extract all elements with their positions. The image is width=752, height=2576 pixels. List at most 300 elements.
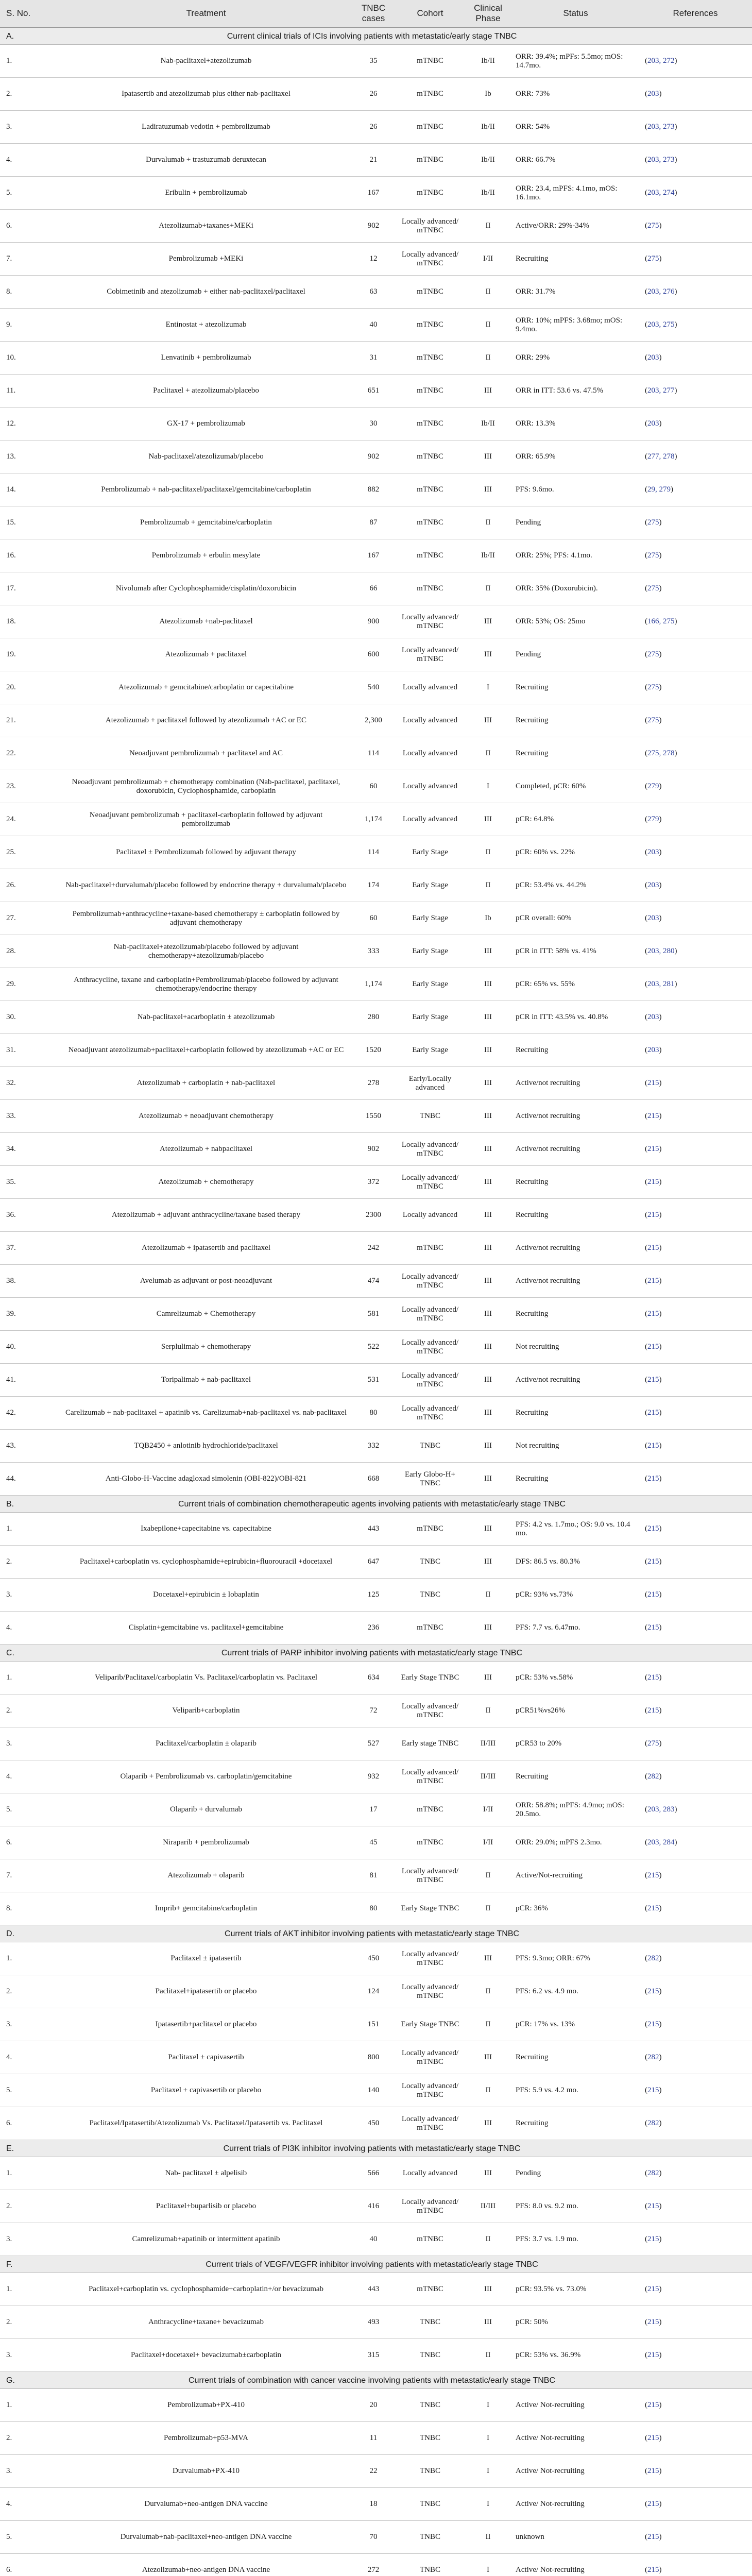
status-cell: PFS: 4.2 vs. 1.7mo.; OS: 9.0 vs. 10.4 mo. [512,1513,639,1546]
treatment-cell: Atezolizumab + paclitaxel [62,638,350,671]
reference-link[interactable]: 215 [647,2566,659,2574]
table-row [0,78,752,111]
reference-link[interactable]: 215 [647,1442,659,1450]
status-cell: pCR: 93% vs.73% [512,1579,639,1612]
table-row [0,1397,752,1430]
ref-close-paren: ) [674,1805,677,1814]
treatment-cell: Docetaxel+epirubicin ± lobaplatin [62,1579,350,1612]
ref-open-paren: ( [645,320,647,329]
reference-link[interactable]: 215 [647,2401,659,2409]
section-title: Current trials of VEGF/VEGFR inhibitor involving patients with metastatic/early stage TNBC [206,2260,538,2269]
reference-link[interactable]: 282 [647,1772,659,1781]
phase-cell: II [464,869,512,902]
reference-link[interactable]: 203, 280 [647,947,675,955]
reference-link[interactable]: 275 [647,222,659,230]
reference-link[interactable]: 203, 275 [647,320,675,329]
row-number: 15. [0,506,62,539]
reference-link[interactable]: 215 [647,1112,659,1120]
table-row [0,2157,752,2190]
references-cell [639,506,752,539]
section-header-cell [0,1925,752,1942]
ref-open-paren: ( [645,1590,647,1599]
reference-link[interactable]: 215 [647,1673,659,1682]
ref-open-paren: ( [645,1623,647,1632]
ref-open-paren: ( [645,749,647,757]
references-cell [639,704,752,737]
references-cell [639,1067,752,1100]
treatment-cell: Ladiratuzumab vedotin + pembrolizumab [62,111,350,144]
treatment-cell: Nab-paclitaxel+atezolizumab [62,45,350,78]
phase-cell: II [464,2521,512,2554]
table-row [0,144,752,177]
cohort-cell: Early stage TNBC [397,1727,464,1760]
row-number: 18. [0,605,62,638]
reference-link[interactable]: 215 [647,1557,659,1566]
cases-cell: 40 [350,309,397,342]
table-row [0,2223,752,2256]
reference-link[interactable]: 203 [647,90,659,98]
row-number: 12. [0,408,62,440]
status-cell: Recruiting [512,671,639,704]
table-row [0,1298,752,1331]
cases-cell: 272 [350,2554,397,2576]
treatment-cell: Atezolizumab + gemcitabine/carboplatin or capecitabine [62,671,350,704]
references-cell [639,144,752,177]
reference-link[interactable]: 215 [647,1987,659,1995]
row-number: 4. [0,2488,62,2521]
ref-close-paren: ) [659,2566,662,2574]
table-row [0,869,752,902]
reference-link[interactable]: 215 [647,2086,659,2094]
reference-link[interactable]: 275 [647,584,659,592]
phase-cell: II [464,1859,512,1892]
row-number: 9. [0,309,62,342]
ref-close-paren: ) [659,1145,662,1153]
table-row [0,2389,752,2422]
reference-link[interactable]: 282 [647,2119,659,2127]
reference-link[interactable]: 215 [647,1145,659,1153]
phase-cell: II [464,2008,512,2041]
row-number: 7. [0,243,62,276]
reference-link[interactable]: 282 [647,2169,659,2177]
ref-close-paren: ) [674,189,677,197]
reference-link[interactable]: 215 [647,1079,659,1087]
reference-link[interactable]: 215 [647,1524,659,1533]
reference-link[interactable]: 215 [647,1277,659,1285]
reference-link[interactable]: 279 [647,782,659,790]
reference-link[interactable]: 275 [647,551,659,560]
reference-link[interactable]: 203 [647,419,659,428]
section-header-cell [0,1645,752,1662]
ref-open-paren: ( [645,2169,647,2177]
row-number: 3. [0,2223,62,2256]
table-row [0,2008,752,2041]
reference-link[interactable]: 215 [647,1871,659,1879]
reference-link[interactable]: 215 [647,2020,659,2028]
reference-link[interactable]: 215 [647,2235,659,2243]
cohort-cell: Locally advanced/ mTNBC [397,1364,464,1397]
references-cell [639,1265,752,1298]
treatment-cell: Neoadjuvant atezolizumab+paclitaxel+carboplatin followed by atezolizumab +AC or EC [62,1034,350,1067]
reference-link[interactable]: 277, 278 [647,452,675,461]
ref-close-paren: ) [674,287,677,296]
reference-link[interactable]: 215 [647,2318,659,2326]
row-number: 36. [0,1199,62,1232]
cohort-cell: TNBC [397,2488,464,2521]
reference-link[interactable]: 203 [647,914,659,922]
phase-cell: II [464,2223,512,2256]
reference-link[interactable]: 275 [647,716,659,724]
ref-open-paren: ( [645,2020,647,2028]
row-number: 2. [0,2190,62,2223]
cohort-cell: mTNBC [397,2223,464,2256]
row-number: 38. [0,1265,62,1298]
treatment-cell: Cobimetinib and atezolizumab + either nab-paclitaxel/paclitaxel [62,276,350,309]
row-number: 1. [0,1942,62,1975]
section-header-row [0,2256,752,2273]
reference-link[interactable]: 275 [647,518,659,527]
row-number: 35. [0,1166,62,1199]
reference-link[interactable]: 275 [647,683,659,691]
treatment-cell: Anti-Globo-H-Vaccine adagloxad simolenin (OBI-822)/OBI-821 [62,1463,350,1496]
reference-link[interactable]: 203, 273 [647,156,675,164]
reference-link[interactable]: 215 [647,1590,659,1599]
phase-cell: Ib [464,78,512,111]
table-row [0,1331,752,1364]
cohort-cell: Locally advanced [397,704,464,737]
cases-cell: 531 [350,1364,397,1397]
reference-link[interactable]: 215 [647,1475,659,1483]
cases-cell: 12 [350,243,397,276]
ref-open-paren: ( [645,1772,647,1781]
ref-open-paren: ( [645,353,647,362]
section-header-row [0,1645,752,1662]
row-number: 32. [0,1067,62,1100]
row-number: 4. [0,1760,62,1793]
reference-link[interactable]: 275 [647,1739,659,1748]
treatment-cell: Ipatasertib+paclitaxel or placebo [62,2008,350,2041]
row-number: 24. [0,803,62,836]
treatment-cell: Avelumab as adjuvant or post-neoadjuvant [62,1265,350,1298]
table-row [0,276,752,309]
table-row [0,440,752,473]
cases-cell: 902 [350,440,397,473]
cohort-cell: mTNBC [397,1826,464,1859]
reference-link[interactable]: 275, 278 [647,749,675,757]
table-body [0,27,752,2576]
ref-open-paren: ( [645,452,647,461]
phase-cell: II [464,2074,512,2107]
section-letter: C. [6,1648,14,1657]
table-row [0,902,752,935]
reference-link[interactable]: 215 [647,2500,659,2508]
references-cell [639,1975,752,2008]
reference-link[interactable]: 203, 284 [647,1838,675,1846]
status-cell: ORR: 10%; mPFS: 3.68mo; mOS: 9.4mo. [512,309,639,342]
row-number: 25. [0,836,62,869]
references-cell [639,638,752,671]
ref-open-paren: ( [645,1277,647,1285]
treatment-cell: Ixabepilone+capecitabine vs. capecitabine [62,1513,350,1546]
status-cell: pCR: 93.5% vs. 73.0% [512,2273,639,2306]
reference-link[interactable]: 203, 273 [647,123,675,131]
section-header-row [0,2372,752,2389]
reference-link[interactable]: 215 [647,1178,659,1186]
ref-open-paren: ( [645,1442,647,1450]
ref-close-paren: ) [659,716,662,724]
ref-close-paren: ) [674,57,677,65]
status-cell: Recruiting [512,1034,639,1067]
table-row [0,1727,752,1760]
row-number: 3. [0,2455,62,2488]
reference-link[interactable]: 282 [647,2053,659,2061]
phase-cell: I/II [464,1826,512,1859]
status-cell: PFS: 8.0 vs. 9.2 mo. [512,2190,639,2223]
table-row [0,836,752,869]
ref-close-paren: ) [659,815,662,823]
reference-link[interactable]: 203 [647,881,659,889]
cases-cell: 140 [350,2074,397,2107]
cohort-cell: Early Stage TNBC [397,1892,464,1925]
references-cell [639,902,752,935]
treatment-cell: Atezolizumab+taxanes+MEKi [62,210,350,243]
status-cell: ORR: 25%; PFS: 4.1mo. [512,539,639,572]
cohort-cell: mTNBC [397,144,464,177]
reference-link[interactable]: 275 [647,255,659,263]
cases-cell: 566 [350,2157,397,2190]
ref-close-paren: ) [659,518,662,527]
reference-link[interactable]: 282 [647,1954,659,1962]
ref-close-paren: ) [659,1706,662,1715]
ref-close-paren: ) [659,2500,662,2508]
ref-close-paren: ) [659,1623,662,1632]
reference-link[interactable]: 203 [647,848,659,856]
reference-link[interactable]: 215 [647,1706,659,1715]
treatment-cell: Niraparib + pembrolizumab [62,1826,350,1859]
status-cell: pCR: 65% vs. 55% [512,968,639,1001]
treatment-cell: Durvalumab+neo-antigen DNA vaccine [62,2488,350,2521]
reference-link[interactable]: 203, 272 [647,57,675,65]
ref-open-paren: ( [645,2202,647,2210]
treatment-cell: Paclitaxel ± Pembrolizumab followed by adjuvant therapy [62,836,350,869]
ref-close-paren: ) [659,1178,662,1186]
header-row [0,0,752,27]
table-row [0,1199,752,1232]
reference-link[interactable]: 215 [647,2467,659,2475]
ref-close-paren: ) [659,2086,662,2094]
ref-open-paren: ( [645,1673,647,1682]
table-row [0,1662,752,1694]
phase-cell: I [464,770,512,803]
cases-cell: 280 [350,1001,397,1034]
treatment-cell: Anthracycline, taxane and carboplatin+Pembrolizumab/placebo followed by adjuvant chemotherapy/endocrine therapy [62,968,350,1001]
reference-link[interactable]: 215 [647,1623,659,1632]
cases-cell: 902 [350,1133,397,1166]
references-cell [639,605,752,638]
cohort-cell: Locally advanced/ mTNBC [397,1265,464,1298]
cases-cell: 1,174 [350,968,397,1001]
status-cell: Recruiting [512,1463,639,1496]
references-cell [639,1034,752,1067]
reference-link[interactable]: 215 [647,1343,659,1351]
cohort-cell: Locally advanced/ mTNBC [397,1694,464,1727]
ref-open-paren: ( [645,518,647,527]
ref-close-paren: ) [671,485,673,494]
section-title: Current trials of AKT inhibitor involving patients with metastatic/early stage TNBC [224,1929,520,1938]
status-cell: PFS: 9.3mo; ORR: 67% [512,1942,639,1975]
treatment-cell: Cisplatin+gemcitabine vs. paclitaxel+gemcitabine [62,1612,350,1645]
ref-open-paren: ( [645,650,647,658]
treatment-cell: Atezolizumab + chemotherapy [62,1166,350,1199]
ref-open-paren: ( [645,1871,647,1879]
cases-cell: 443 [350,1513,397,1546]
section-letter: F. [6,2260,13,2269]
reference-link[interactable]: 215 [647,2434,659,2442]
ref-open-paren: ( [645,2434,647,2442]
ref-open-paren: ( [645,617,647,625]
phase-cell: III [464,2107,512,2140]
treatment-cell: Nab- paclitaxel ± alpelisib [62,2157,350,2190]
reference-link[interactable]: 215 [647,1244,659,1252]
reference-link[interactable]: 203 [647,1046,659,1054]
status-cell: ORR: 35% (Doxorubicin). [512,572,639,605]
phase-cell: I [464,2455,512,2488]
ref-close-paren: ) [659,2434,662,2442]
ref-open-paren: ( [645,1079,647,1087]
table-row [0,1859,752,1892]
status-cell: pCR: 53% vs. 36.9% [512,2339,639,2372]
reference-link[interactable]: 203, 283 [647,1805,675,1814]
row-number: 2. [0,2422,62,2455]
ref-close-paren: ) [659,1046,662,1054]
ref-open-paren: ( [645,716,647,724]
cases-cell: 174 [350,869,397,902]
ref-close-paren: ) [659,584,662,592]
reference-link[interactable]: 166, 275 [647,617,675,625]
table-row [0,2041,752,2074]
references-cell [639,2008,752,2041]
ref-close-paren: ) [659,1904,662,1912]
cases-cell: 902 [350,210,397,243]
reference-link[interactable]: 215 [647,2285,659,2293]
references-cell [639,78,752,111]
row-number: 14. [0,473,62,506]
cases-cell: 278 [350,1067,397,1100]
reference-link[interactable]: 279 [647,815,659,823]
status-cell: Active/not recruiting [512,1265,639,1298]
phase-cell: III [464,1430,512,1463]
treatment-cell: Pembrolizumab+PX-410 [62,2389,350,2422]
treatment-cell: Pembrolizumab + erbulin mesylate [62,539,350,572]
cases-cell: 651 [350,375,397,408]
cohort-cell: mTNBC [397,1612,464,1645]
status-cell: Recruiting [512,243,639,276]
cohort-cell: Locally advanced [397,737,464,770]
status-cell: ORR: 39.4%; mPFs: 5.5mo; mOS: 14.7mo. [512,45,639,78]
reference-link[interactable]: 215 [647,1409,659,1417]
row-number: 3. [0,2008,62,2041]
reference-link[interactable]: 215 [647,1904,659,1912]
treatment-cell: Paclitaxel + capivasertib or placebo [62,2074,350,2107]
treatment-cell: Paclitaxel+buparlisib or placebo [62,2190,350,2223]
phase-cell: III [464,1001,512,1034]
cases-cell: 167 [350,177,397,210]
table-row [0,342,752,375]
reference-link[interactable]: 203, 281 [647,980,675,988]
references-cell [639,440,752,473]
section-title: Current trials of PARP inhibitor involving patients with metastatic/early stage TNBC [221,1648,523,1657]
ref-close-paren: ) [659,1871,662,1879]
phase-cell: Ib/II [464,144,512,177]
ref-open-paren: ( [645,815,647,823]
cohort-cell: TNBC [397,1579,464,1612]
row-number: 8. [0,276,62,309]
reference-link[interactable]: 203, 274 [647,189,675,197]
ref-open-paren: ( [645,1376,647,1384]
phase-cell: Ib/II [464,177,512,210]
reference-link[interactable]: 215 [647,1310,659,1318]
treatment-cell: Neoadjuvant pembrolizumab + chemotherapy combination (Nab-paclitaxel, paclitaxel, doxorubicin, Cyclophosphamide, carboplatin [62,770,350,803]
treatment-cell: Atezolizumab +nab-paclitaxel [62,605,350,638]
references-cell [639,2107,752,2140]
row-number: 1. [0,2273,62,2306]
status-cell: PFS: 6.2 vs. 4.9 mo. [512,1975,639,2008]
phase-cell: III [464,803,512,836]
status-cell: pCR: 50% [512,2306,639,2339]
ref-close-paren: ) [659,1244,662,1252]
references-cell [639,2273,752,2306]
cohort-cell: mTNBC [397,1232,464,1265]
reference-link[interactable]: 203 [647,1013,659,1021]
status-cell: pCR: 64.8% [512,803,639,836]
phase-cell: II/III [464,2190,512,2223]
reference-link[interactable]: 215 [647,2533,659,2541]
references-cell [639,45,752,78]
row-number: 30. [0,1001,62,1034]
reference-link[interactable]: 203, 277 [647,386,675,395]
cases-cell: 20 [350,2389,397,2422]
table-row [0,968,752,1001]
treatment-cell: Lenvatinib + pembrolizumab [62,342,350,375]
phase-cell: III [464,2273,512,2306]
reference-link[interactable]: 275 [647,650,659,658]
references-cell [639,737,752,770]
reference-link[interactable]: 215 [647,1211,659,1219]
reference-link[interactable]: 203, 276 [647,287,675,296]
reference-link[interactable]: 203 [647,353,659,362]
cases-cell: 60 [350,902,397,935]
cohort-cell: Early Stage [397,968,464,1001]
ref-close-paren: ) [659,2020,662,2028]
references-cell [639,111,752,144]
references-cell [639,210,752,243]
reference-link[interactable]: 215 [647,1376,659,1384]
treatment-cell: Pembrolizumab+anthracycline+taxane-based chemotherapy ± carboplatin followed by adjuvant chemotherapy [62,902,350,935]
ref-open-paren: ( [645,1343,647,1351]
reference-link[interactable]: 29, 279 [647,485,671,494]
references-cell [639,2190,752,2223]
table-row [0,2190,752,2223]
cohort-cell: mTNBC [397,309,464,342]
treatment-cell: Veliparib/Paclitaxel/carboplatin Vs. Paclitaxel/carboplatin vs. Paclitaxel [62,1662,350,1694]
cohort-cell: Early Stage [397,836,464,869]
ref-open-paren: ( [645,57,647,65]
cases-cell: 416 [350,2190,397,2223]
reference-link[interactable]: 215 [647,2351,659,2359]
reference-link[interactable]: 215 [647,2202,659,2210]
cases-cell: 900 [350,605,397,638]
section-header-row [0,2140,752,2157]
